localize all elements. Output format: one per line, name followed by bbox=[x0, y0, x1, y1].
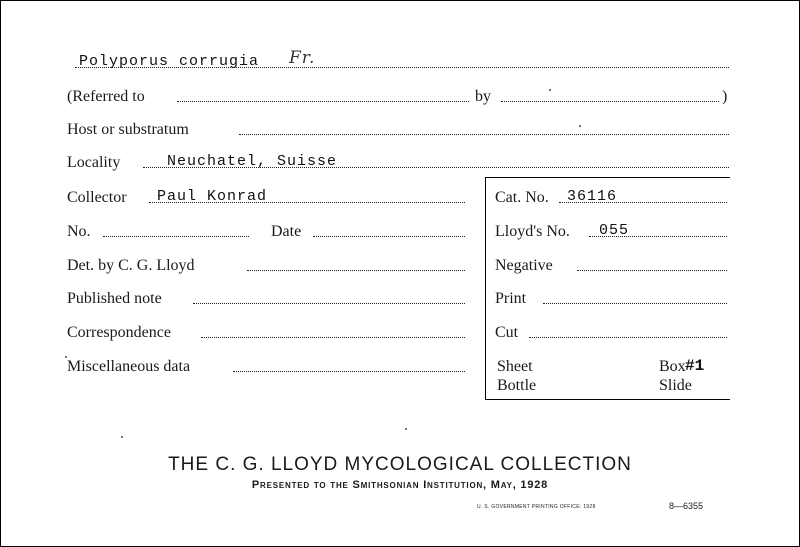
referred-to-label: (Referred to bbox=[67, 88, 145, 105]
date-label: Date bbox=[271, 223, 302, 240]
referred-to-line bbox=[177, 101, 469, 102]
scan-speck bbox=[579, 125, 581, 127]
locality-label: Locality bbox=[67, 154, 121, 171]
det-label: Det. by C. G. Lloyd bbox=[67, 257, 195, 274]
bottle-label: Bottle bbox=[497, 377, 537, 394]
right-box-bottom-border bbox=[485, 399, 730, 400]
collector-value: Paul Konrad bbox=[157, 188, 268, 205]
misc-label: Miscellaneous data bbox=[67, 358, 191, 375]
by-line bbox=[501, 101, 719, 102]
published-note-label: Published note bbox=[67, 290, 162, 307]
right-box-top-border bbox=[485, 177, 730, 178]
misc-row bbox=[67, 355, 467, 377]
collection-title: THE C. G. LLOYD MYCOLOGICAL COLLECTION bbox=[168, 454, 632, 475]
negative-line bbox=[577, 270, 727, 271]
slide-label: Slide bbox=[659, 377, 692, 394]
misc-line bbox=[233, 371, 465, 372]
right-box-divider bbox=[485, 177, 486, 399]
print-row bbox=[495, 287, 729, 309]
referred-to-row bbox=[67, 85, 731, 107]
cut-line bbox=[529, 337, 727, 338]
form-number: 8—6355 bbox=[669, 501, 704, 511]
collector-label: Collector bbox=[67, 189, 127, 206]
host-label: Host or substratum bbox=[67, 121, 189, 138]
printing-office-imprint: U. S. GOVERNMENT PRINTING OFFICE: 1928 bbox=[477, 504, 596, 510]
det-line bbox=[247, 270, 465, 271]
specimen-annotation: Fr. bbox=[289, 48, 316, 68]
locality-value: Neuchatel, Suisse bbox=[167, 153, 338, 170]
number-date-row bbox=[67, 220, 467, 242]
cut-label: Cut bbox=[495, 324, 519, 341]
specimen-name-row bbox=[67, 48, 731, 73]
correspondence-row bbox=[67, 321, 467, 343]
box-value: #1 bbox=[685, 357, 705, 375]
published-note-row bbox=[67, 287, 467, 309]
locality-row bbox=[67, 151, 731, 173]
correspondence-label: Correspondence bbox=[67, 324, 171, 341]
scan-speck bbox=[405, 428, 407, 430]
collector-row bbox=[67, 186, 467, 208]
closing-paren: ) bbox=[722, 88, 728, 105]
no-label: No. bbox=[67, 223, 91, 240]
cat-no-row bbox=[495, 186, 729, 208]
det-row bbox=[67, 254, 467, 276]
cat-no-value: 36116 bbox=[567, 188, 618, 205]
negative-row bbox=[495, 254, 729, 276]
lloyds-no-label: Lloyd's No. bbox=[495, 223, 570, 240]
specimen-name: Polyporus corrugia bbox=[79, 53, 260, 70]
collection-subtitle: Presented to the Smithsonian Institution, May, 1928 bbox=[251, 479, 549, 491]
cat-no-label: Cat. No. bbox=[495, 189, 549, 206]
sheet-label: Sheet bbox=[497, 358, 533, 375]
date-line bbox=[313, 236, 465, 237]
by-label: by bbox=[475, 88, 491, 105]
cut-row bbox=[495, 321, 729, 343]
host-row bbox=[67, 118, 731, 140]
box-label: Box bbox=[659, 358, 686, 375]
print-label: Print bbox=[495, 290, 527, 307]
negative-label: Negative bbox=[495, 257, 553, 274]
scan-speck bbox=[65, 356, 67, 358]
correspondence-line bbox=[201, 337, 465, 338]
published-note-line bbox=[193, 303, 465, 304]
host-line bbox=[239, 134, 729, 135]
lloyds-no-value: 055 bbox=[599, 222, 630, 239]
scan-speck bbox=[549, 89, 551, 91]
scan-speck bbox=[121, 436, 123, 438]
no-line bbox=[103, 236, 249, 237]
lloyds-no-row bbox=[495, 220, 729, 242]
print-line bbox=[543, 303, 727, 304]
